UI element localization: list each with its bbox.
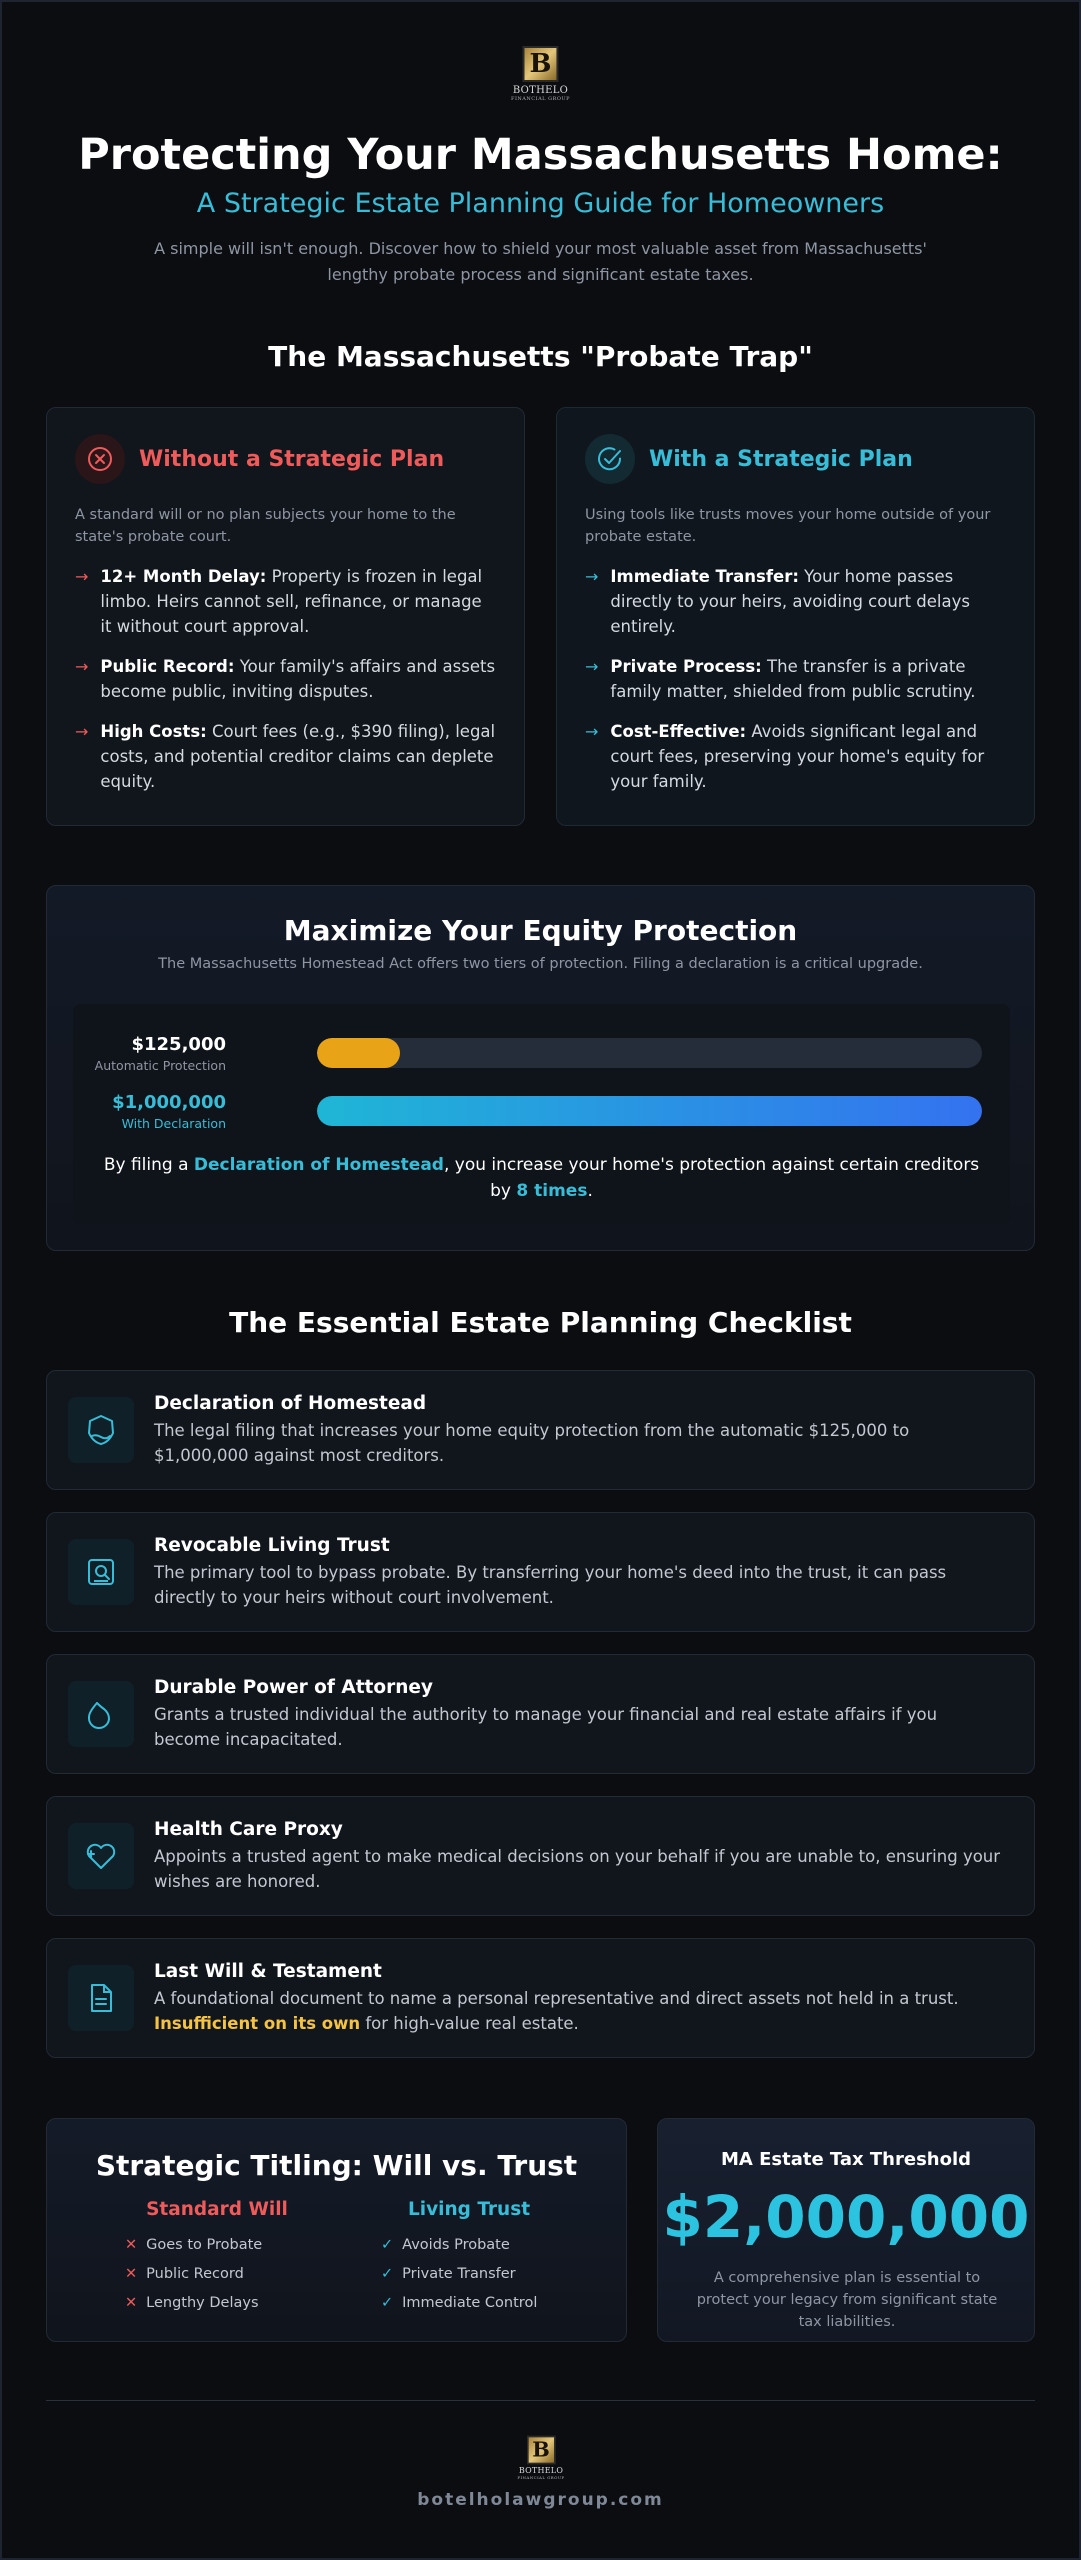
- bar-row-automatic: [73, 1034, 1010, 1074]
- without-plan-title: Without a Strategic Plan: [139, 446, 445, 472]
- bar-automatic: [317, 1038, 400, 1068]
- document-search-icon: [68, 1539, 134, 1605]
- arrow-icon: →: [585, 657, 599, 676]
- homestead-highlight: Declaration of Homestead: [193, 1155, 444, 1175]
- check-icon: ✓: [381, 2265, 394, 2282]
- page-title: Protecting Your Massachusetts Home:: [78, 130, 1003, 180]
- tax-desc: A comprehensive plan is essential to protect your legacy from significant state tax liabilities.: [696, 2270, 998, 2330]
- without-plan-card: [46, 407, 525, 826]
- list-item: ✕ Lengthy Delays: [125, 2294, 259, 2311]
- bar-category-label: With Declaration: [121, 1116, 226, 1131]
- file-icon: [68, 1965, 134, 2031]
- arrow-icon: →: [75, 722, 89, 741]
- list-item: → High Costs: Court fees (e.g., $390 filing), legal costs, and potential creditor claims can deplete equity.: [75, 719, 496, 794]
- x-icon: ✕: [125, 2294, 138, 2311]
- warning-highlight: Insufficient on its own: [154, 2014, 361, 2033]
- equity-protection-card: [46, 885, 1035, 1251]
- list-item: → Cost-Effective: Avoids significant legal and court fees, preserving your home's equity for your family.: [585, 719, 1006, 794]
- bar-value-label: $1,000,000: [112, 1092, 226, 1113]
- x-icon: ✕: [125, 2265, 138, 2282]
- x-icon: ✕: [125, 2236, 138, 2253]
- checklist-item-title: Health Care Proxy: [154, 1819, 343, 1840]
- titling-title: Strategic Titling: Will vs. Trust: [95, 2149, 578, 2182]
- page-intro: A simple will isn't enough. Discover how to shield your most valuable asset from Massachusetts' lengthy probate process and significant estate taxes.: [154, 239, 927, 284]
- heart-plus-icon: [68, 1823, 134, 1889]
- will-column: [97, 2199, 337, 2317]
- trust-column: [349, 2199, 589, 2317]
- page-subtitle: A Strategic Estate Planning Guide for Homeowners: [196, 188, 885, 219]
- equity-title: Maximize Your Equity Protection: [283, 914, 798, 947]
- tax-amount: $2,000,000: [662, 2183, 1030, 2251]
- bar-row-declaration: [73, 1092, 1010, 1132]
- footer-logo: [517, 2436, 564, 2481]
- checklist-item-desc: Appoints a trusted agent to make medical decisions on your behalf if you are unable to, ensuring your wishes are honored.: [154, 1847, 1001, 1891]
- check-icon: ✓: [381, 2294, 394, 2311]
- trust-heading: Living Trust: [407, 2199, 531, 2220]
- list-item: ✓ Avoids Probate: [381, 2236, 510, 2253]
- checklist-item: [46, 1370, 1035, 1490]
- with-plan-card: [556, 407, 1035, 826]
- footer-divider: [46, 2400, 1035, 2401]
- checklist-item-title: Durable Power of Attorney: [154, 1677, 433, 1698]
- with-plan-title: With a Strategic Plan: [649, 446, 913, 472]
- bar-track: [317, 1096, 982, 1126]
- equity-subtitle: The Massachusetts Homestead Act offers two tiers of protection. Filing a declaration is a critical upgrade.: [158, 956, 923, 972]
- with-plan-desc: Using tools like trusts moves your home outside of your probate estate.: [585, 507, 991, 545]
- bar-track: [317, 1038, 982, 1068]
- arrow-icon: →: [585, 567, 599, 586]
- logo-sub: FINANCIAL GROUP: [510, 96, 571, 102]
- estate-tax-card: [657, 2118, 1035, 2342]
- checklist-item-title: Declaration of Homestead: [154, 1393, 427, 1414]
- checklist-title: The Essential Estate Planning Checklist: [229, 1306, 852, 1339]
- checklist-item-desc: The primary tool to bypass probate. By transferring your home's deed into the trust, it can pass directly to your heirs without court involvement.: [154, 1563, 947, 1607]
- checklist-item-desc: The legal filing that increases your home equity protection from the automatic $125,000 to $1,000,000 against most creditors.: [154, 1421, 910, 1465]
- list-item: → Private Process: The transfer is a private family matter, shielded from public scrutiny.: [585, 654, 1006, 704]
- arrow-icon: →: [75, 657, 89, 676]
- bar-value-label: $125,000: [131, 1034, 226, 1055]
- checklist-item: [46, 1938, 1035, 2058]
- check-icon: ✓: [381, 2236, 394, 2253]
- list-item: ✕ Public Record: [125, 2265, 244, 2282]
- list-item: ✓ Immediate Control: [381, 2294, 538, 2311]
- probate-section-title: The Massachusetts "Probate Trap": [268, 340, 813, 373]
- check-circle-icon: [585, 434, 635, 484]
- bar-category-label: Automatic Protection: [94, 1058, 226, 1073]
- logo-mark: B: [523, 46, 559, 82]
- multiplier-highlight: 8 times: [516, 1181, 588, 1201]
- logo-mark: B: [526, 2436, 555, 2465]
- list-item: → 12+ Month Delay: Property is frozen in legal limbo. Heirs cannot sell, refinance, or manage it without court approval.: [75, 564, 496, 639]
- checklist-item: [46, 1512, 1035, 1632]
- checklist-item: [46, 1796, 1035, 1916]
- logo-name: BOTHELO: [512, 85, 569, 96]
- list-item: → Public Record: Your family's affairs and assets become public, inviting disputes.: [75, 654, 496, 704]
- equity-chart: [73, 1004, 1010, 1224]
- x-circle-icon: [75, 434, 125, 484]
- checklist-item: [46, 1654, 1035, 1774]
- list-item: → Immediate Transfer: Your home passes directly to your heirs, avoiding court delays entirely.: [585, 564, 1006, 639]
- checklist-item-desc: Grants a trusted individual the authority to manage your financial and real estate affairs if you become incapacitated.: [154, 1705, 938, 1749]
- will-heading: Standard Will: [146, 2199, 288, 2220]
- brand-logo: [511, 46, 570, 102]
- logo-name: BOTHELO: [518, 2466, 563, 2476]
- tax-title: MA Estate Tax Threshold: [720, 2149, 972, 2170]
- equity-note: By filing a Declaration of Homestead, you increase your home's protection against certain creditors by 8 times.: [103, 1155, 980, 1201]
- without-plan-desc: A standard will or no plan subjects your home to the state's probate court.: [75, 507, 456, 545]
- arrow-icon: →: [585, 722, 599, 741]
- bar-declaration: [317, 1096, 982, 1126]
- arrow-icon: →: [75, 567, 89, 586]
- list-item: ✓ Private Transfer: [381, 2265, 516, 2282]
- checklist-item-title: Last Will & Testament: [154, 1961, 382, 1982]
- drop-icon: [68, 1681, 134, 1747]
- titling-card: [46, 2118, 627, 2342]
- shield-icon: [68, 1397, 134, 1463]
- checklist-item-title: Revocable Living Trust: [154, 1535, 390, 1556]
- logo-sub: FINANCIAL GROUP: [516, 2475, 565, 2481]
- checklist-item-desc: A foundational document to name a personal representative and direct assets not held in a trust. Insufficient on its own for high-value real estate.: [154, 1989, 959, 2033]
- list-item: ✕ Goes to Probate: [125, 2236, 263, 2253]
- footer-website[interactable]: botelholawgroup.com: [417, 2490, 664, 2510]
